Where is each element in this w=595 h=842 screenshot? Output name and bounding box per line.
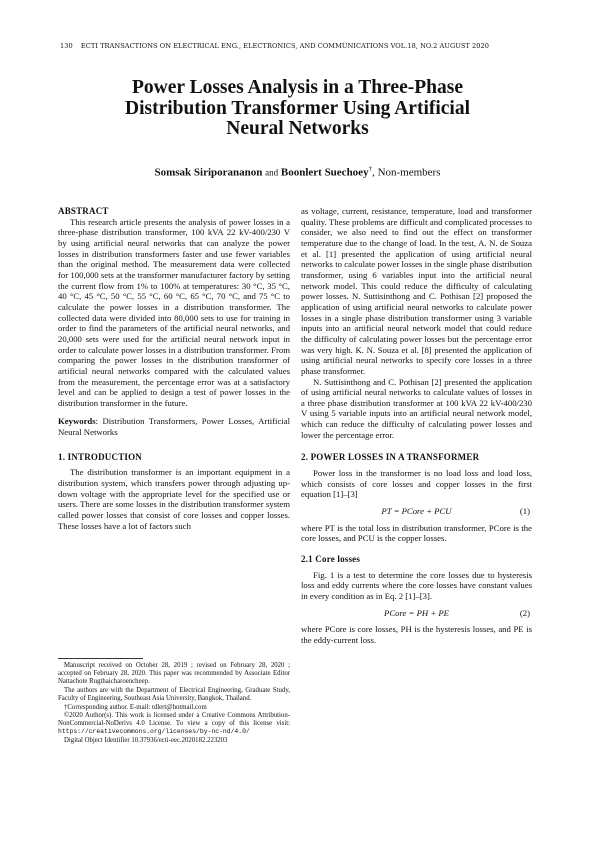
equation-1 bbox=[301, 506, 532, 517]
title-line-1: Power Losses Analysis in a Three-Phase bbox=[132, 77, 463, 98]
intro-text: The distribution transformer is an important equipment in a distribution system, which transfers power through adjusting up-down voltage with the appropriate level for the specified use or users. There are some losses in the distribution transformer system called power losses that consist of core losses and copper losses. These losses have a lot of factors such bbox=[58, 467, 290, 531]
equation-2 bbox=[301, 608, 532, 619]
footnote-license: ©2020 Author(s). This work is licensed under a Creative Commons Attribution-NonCommercial-NoDerivs 4.0 License. To view a copy of this license visit: https://creativecommons.org/licenses/by-nc-nd/4.0/ bbox=[58, 712, 290, 736]
author-conjunction: and bbox=[265, 167, 279, 178]
footnote-affiliation: The authors are with the Department of Electrical Engineering, Graduate Study, Faculty of Engineering, Southeast Asia University, Bangkok, Thailand. bbox=[58, 686, 290, 702]
intro-continued: as voltage, current, resistance, temperature, load and transformer quality. These problems are difficult and complicated processes to consider, we also need to find out the effect on transformer temperature due to the change of load. In the test, A. N. de Souza et al. [1] presented the application of using artificial neural networks to calculate power losses in the single phase distribution transformer, using 6 variables input into the artificial neural network model. This could reduce the difficulty of calculating power losses. N. Suttisinthong and C. Pothisan [2] proposed the application of using artificial neural networks to calculate power losses in a single phase distribution transformer using 3 variable inputs into an artificial neural network model that could reduce the difficulty of calculating power losses but the percentage error was very high. K. N. Souza et al. [8] presented the application of using artificial neural networks to specify core losses in a three phase transformer. bbox=[301, 206, 532, 376]
equation-1-explanation: where PT is the total loss in distribution transformer, PCore is the core losses, and PCU is the copper losses. bbox=[301, 522, 532, 544]
subsection-2-1-text: Fig. 1 is a test to determine the core losses due to hysteresis loss and eddy currents where the core losses have constant values in every condition as in Eq. 2 [1]–[3]. bbox=[301, 569, 532, 601]
keywords-label: Keywords bbox=[58, 416, 96, 427]
keywords bbox=[58, 416, 290, 437]
equation-2-body: PCore = PH + PE bbox=[384, 607, 449, 618]
page-number: 130 bbox=[60, 42, 73, 50]
footnote-doi: Digital Object Identifier 10.37936/ecti-eec.2020182.223203 bbox=[64, 737, 228, 745]
equation-1-body: PT = PCore + PCU bbox=[381, 506, 452, 517]
footnote-rule bbox=[58, 658, 143, 659]
license-link[interactable]: https://creativecommons.org/licenses/by-nc-nd/4.0/ bbox=[58, 728, 250, 736]
title-line-3: Neural Networks bbox=[226, 118, 369, 139]
equation-2-explanation: where PCore is core losses, PH is the hysteresis losses, and PE is the eddy-current loss. bbox=[301, 624, 532, 645]
author-line bbox=[52, 165, 543, 179]
keywords-text: : Distribution Transformers, Power Losses, Artificial Neural Networks bbox=[58, 416, 290, 438]
journal-name: ECTI TRANSACTIONS ON ELECTRICAL ENG., ELECTRONICS, AND COMMUNICATIONS VOL.18, NO.2 AUGUST 2020 bbox=[80, 42, 490, 50]
title-line-2: Distribution Transformer Using Artificial bbox=[124, 97, 471, 119]
right-column bbox=[301, 206, 532, 646]
section-2-heading: 2. POWER LOSSES IN A TRANSFORMER bbox=[301, 452, 480, 463]
corresponding-dagger: † bbox=[368, 165, 373, 173]
running-header bbox=[60, 42, 540, 50]
footnote-received: Manuscript received on October 28, 2019 ; revised on February 28, 2020 ; accepted on February 28, 2020. This paper was recommended by Associate Editor Nattachote Rugthaicharoencheep. bbox=[58, 662, 290, 685]
abstract-heading: ABSTRACT bbox=[58, 206, 109, 216]
abstract-text: This research article presents the analysis of power losses in a three-phase distribution transformer, 100 kVA 22 kV-400/230 V by using artificial neural networks that can analyze the power losses in distribution transformers faster and use fewer variables than the original method. The measurement data were collected for 100,000 sets at the transformer manufacturer factory by setting the current flow from 1% to 100% at temperatures: 30 °C, 35 °C, 40 °C, 45 °C, 50 °C, 55 °C, 60 °C, 65 °C, 70 °C, and 75 °C to calculate the power losses in a distribution transformer. The collected data were divided into 80,000 sets to use for training in order to find the parameters of the artificial neural networks, and 20,000 sets were used for the artificial neural network input in order to calculate power losses in a distribution transformer. From comparing the power losses in the distribution transformer of artificial neural networks compared with the calculated values from the measurement, the percentage error was at a satisfactory level and can be applied to design a test of power losses in the distribution transformer in the future. bbox=[58, 216, 290, 408]
left-column bbox=[58, 206, 290, 531]
paper-title bbox=[52, 78, 543, 140]
author-1: Somsak Siriporananon bbox=[154, 166, 263, 179]
section-2-text: Power loss in the transformer is no load loss and load loss, which consists of core losses and copper losses in the first equation [1]–[3] bbox=[301, 468, 532, 500]
footnotes bbox=[58, 658, 290, 746]
author-2: Boonlert Suechoey bbox=[280, 166, 369, 179]
author-suffix: , Non-members bbox=[372, 166, 441, 179]
footnote-corresponding: †Corresponding author. E-mail: tdlert@hotmail.com bbox=[64, 703, 207, 711]
equation-2-number: (2) bbox=[519, 607, 530, 618]
intro-heading: 1. INTRODUCTION bbox=[58, 451, 143, 462]
subsection-2-1-heading: 2.1 Core losses bbox=[301, 554, 361, 565]
intro-paragraph-2: N. Suttisinthong and C. Pothisan [2] presented the application of using artificial neural networks to calculate values of losses in a three phase distribution transformer at 100 kVA 22 kV-400/230 V using 5 variable inputs into an artificial neural network model, which can reduce the difficulty of calculating power losses and lower the percentage error. bbox=[301, 376, 532, 440]
equation-1-number: (1) bbox=[519, 506, 530, 517]
